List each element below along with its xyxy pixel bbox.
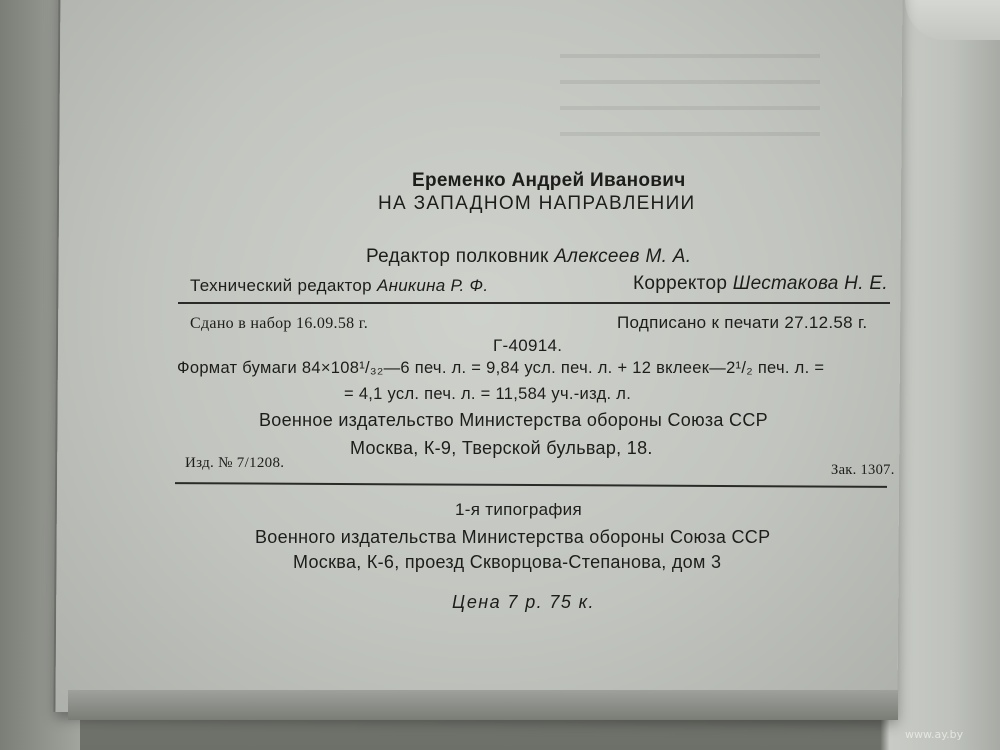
publisher-name: Военное издательство Министерства обороны Союза ССР <box>259 410 768 430</box>
page-bottom-edge <box>68 690 898 720</box>
izd-number: Изд. № 7/1208. <box>185 455 285 471</box>
editor-name: Алексеев М. А. <box>554 246 692 267</box>
tech-editor-line <box>190 276 488 296</box>
price: Цена 7 р. 75 к. <box>452 592 595 612</box>
publisher-address: Москва, К-9, Тверской бульвар, 18. <box>350 438 653 458</box>
editor-line <box>366 246 691 268</box>
divider-top <box>178 302 890 304</box>
submitted-date: Сдано в набор 16.09.58 г. <box>190 315 369 332</box>
order-number: Зак. 1307. <box>831 462 895 478</box>
printing-address: Москва, К-6, проезд Скворцова-Степанова, дом 3 <box>293 552 722 572</box>
book-title: НА ЗАПАДНОМ НАПРАВЛЕНИИ <box>378 193 696 214</box>
censor-code: Г-40914. <box>493 336 563 355</box>
corrector-name: Шестакова Н. Е. <box>732 273 888 294</box>
corrector-label: Корректор <box>633 273 728 294</box>
printing-house: 1-я типография <box>455 500 582 519</box>
printing-house-full: Военного издательства Министерства обороны Союза ССР <box>255 527 771 547</box>
corrector-line <box>633 273 888 295</box>
author-name: Еременко Андрей Иванович <box>412 170 686 191</box>
print-sheets-line: = 4,1 усл. печ. л. = 11,584 уч.-изд. л. <box>344 385 632 403</box>
show-through-text <box>560 40 820 150</box>
tech-editor-name: Аникина Р. Ф. <box>376 276 489 295</box>
site-watermark: www.ay.by <box>905 728 964 741</box>
signed-date: Подписано к печати 27.12.58 г. <box>617 313 868 332</box>
format-line: Формат бумаги 84×108¹/₃₂—6 печ. л. = 9,84 усл. печ. л. + 12 вклеек—2¹/₂ печ. л. = <box>177 359 825 377</box>
tech-editor-label: Технический редактор <box>190 276 372 295</box>
editor-label: Редактор полковник <box>366 246 549 267</box>
